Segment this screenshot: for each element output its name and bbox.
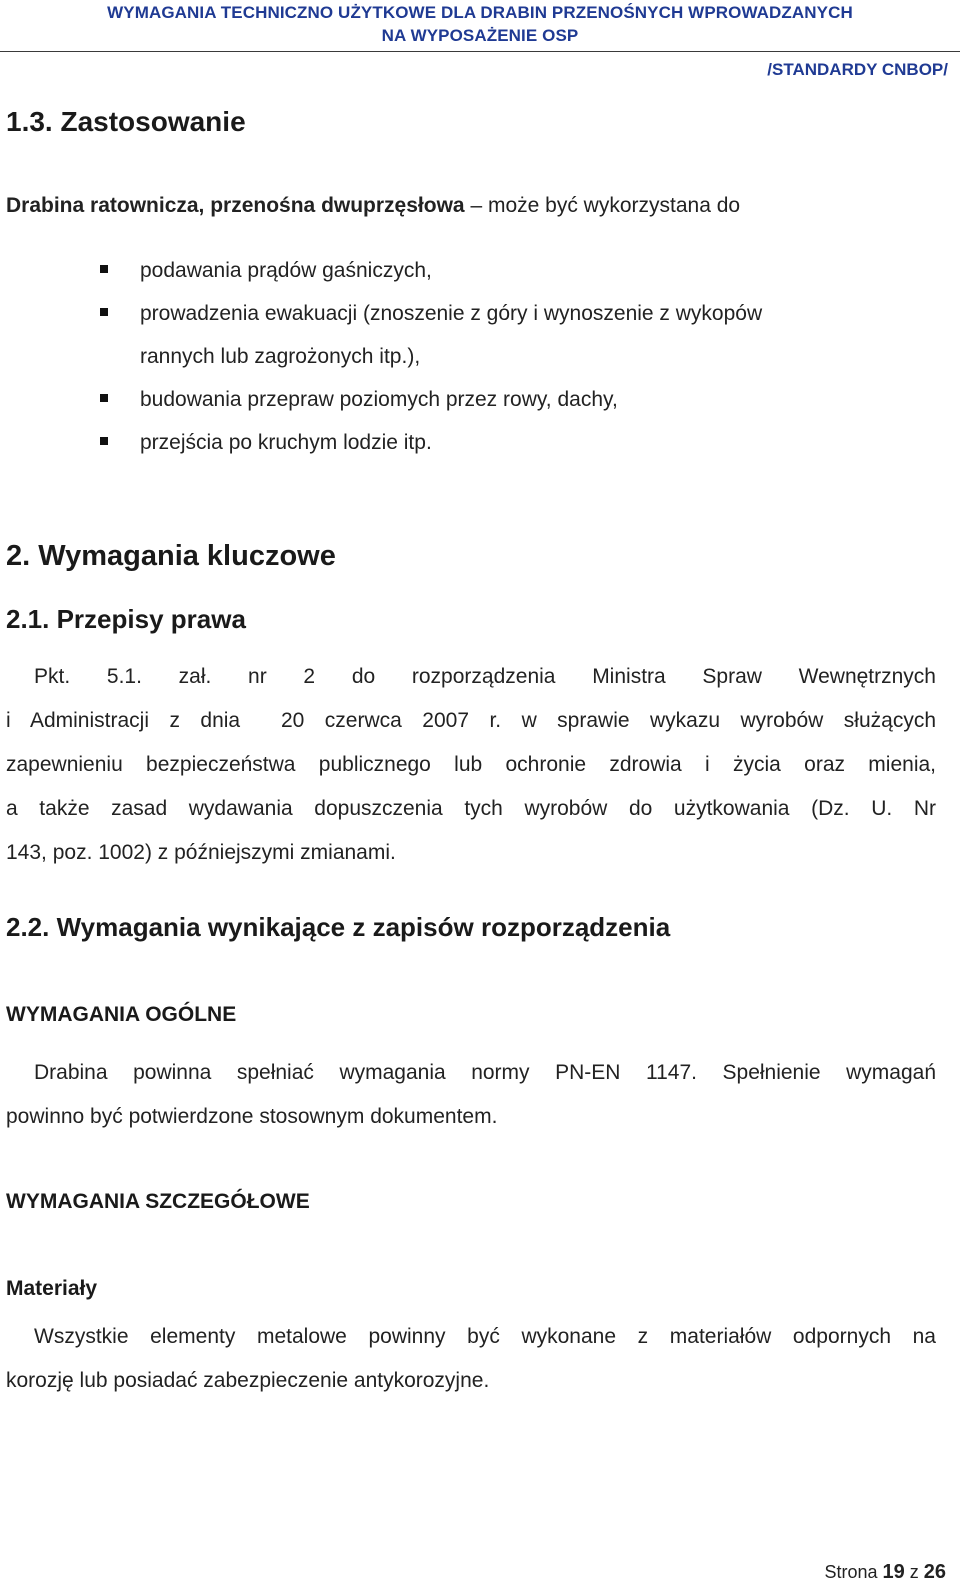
header-title-line-2: NA WYPOSAŻENIE OSP <box>381 26 579 45</box>
materials-title: Materiały <box>6 1277 98 1300</box>
list-item <box>100 292 940 335</box>
footer-mid: z <box>904 1562 924 1582</box>
law-line: a także zasad wydawania dopuszczenia tych wyrobów do użytkowania (Dz. U. Nr <box>6 797 936 820</box>
section-2-2-title: 2.2. Wymagania wynikające z zapisów rozporządzenia <box>6 912 671 942</box>
footer-prefix: Strona <box>824 1562 883 1582</box>
bullet-square-icon <box>100 308 108 316</box>
footer-page-number: 19 <box>882 1561 905 1583</box>
law-line: Pkt. 5.1. zał. nr 2 do rozporządzenia Ministra Spraw Wewnętrznych <box>34 665 936 688</box>
intro-rest: – może być wykorzystana do <box>464 194 741 217</box>
header-rule <box>0 51 960 52</box>
section-1-3-intro <box>6 184 946 228</box>
intro-bold: Drabina ratownicza, przenośna dwuprzęsłowa <box>6 194 465 217</box>
bullet-square-icon <box>100 265 108 273</box>
bullet-square-icon <box>100 394 108 402</box>
header-subtitle: /STANDARDY CNBOP/ <box>767 60 948 79</box>
usage-list <box>100 249 940 464</box>
general-line: Drabina powinna spełniać wymagania normy PN-EN 1147. Spełnienie wymagań <box>34 1061 936 1084</box>
bullet-square-icon <box>100 437 108 445</box>
footer-total-pages: 26 <box>923 1561 946 1583</box>
list-item <box>100 421 940 464</box>
materials-body <box>6 1315 936 1403</box>
general-requirements-body <box>6 1051 936 1139</box>
materials-line: korozję lub posiadać zabezpieczenie antykorozyjne. <box>6 1369 490 1392</box>
section-2-title: 2. Wymagania kluczowe <box>6 540 336 572</box>
header-title-line-1: WYMAGANIA TECHNICZNO UŻYTKOWE DLA DRABIN PRZENOŚNYCH WPROWADZANYCH <box>107 3 853 22</box>
section-1-3-title: 1.3. Zastosowanie <box>6 106 246 137</box>
general-requirements-title: WYMAGANIA OGÓLNE <box>6 1003 237 1026</box>
materials-line: Wszystkie elementy metalowe powinny być wykonane z materiałów odpornych na <box>34 1325 936 1348</box>
section-2-1-body <box>6 655 936 875</box>
law-line: i Administracji z dnia 20 czerwca 2007 r. w sprawie wykazu wyrobów służących <box>6 709 936 732</box>
law-line: 143, poz. 1002) z późniejszymi zmianami. <box>6 841 396 864</box>
list-item-text: podawania prądów gaśniczych, <box>140 259 432 282</box>
detailed-requirements-title: WYMAGANIA SZCZEGÓŁOWE <box>6 1190 310 1213</box>
list-item <box>100 378 940 421</box>
list-item <box>100 249 940 292</box>
list-item-text: prowadzenia ewakuacji (znoszenie z góry i wynoszenie z wykopów <box>140 302 763 325</box>
law-line: zapewnieniu bezpieczeństwa publicznego lub ochronie zdrowia i życia oraz mienia, <box>6 753 936 776</box>
general-line: powinno być potwierdzone stosownym dokumentem. <box>6 1105 498 1128</box>
page-footer <box>824 1561 946 1584</box>
list-item-text: rannych lub zagrożonych itp.), <box>140 345 421 368</box>
section-2-1-title: 2.1. Przepisy prawa <box>6 604 246 634</box>
list-item-text: budowania przepraw poziomych przez rowy, dachy, <box>140 388 618 411</box>
list-item-text: przejścia po kruchym lodzie itp. <box>140 431 432 454</box>
list-item-continuation <box>100 335 940 378</box>
